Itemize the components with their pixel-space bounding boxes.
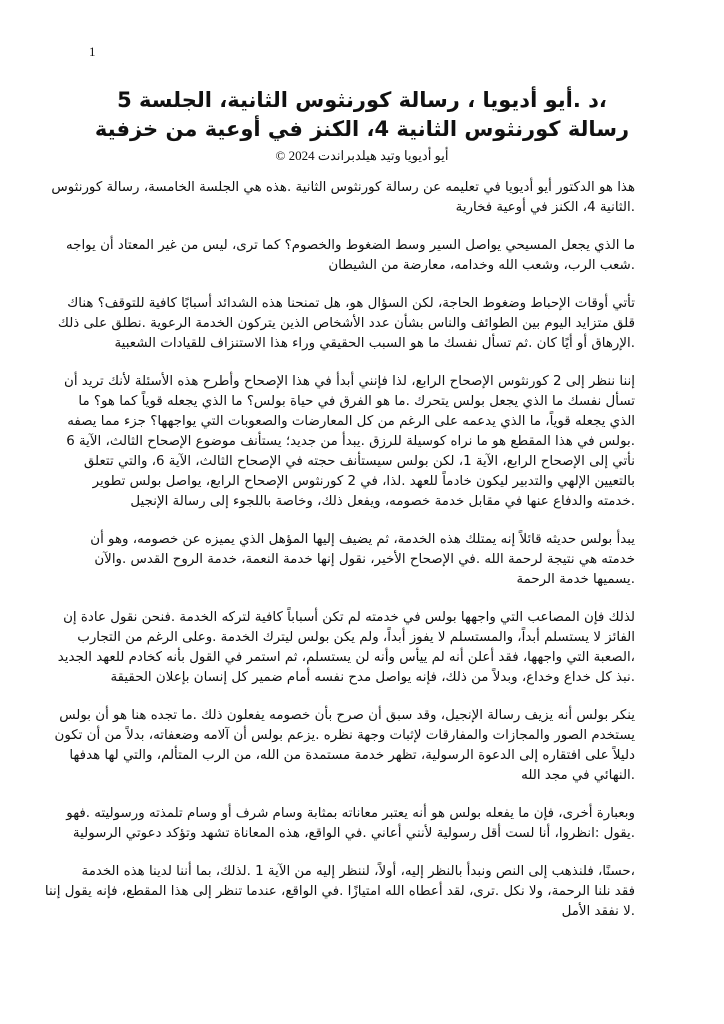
paragraph xyxy=(66,804,635,844)
paragraph-line: خدمته هي نتيجة لرحمة الله .في الإصحاح الأخير، نقول إنها خدمة النعمة، خدمة الروح القدس .والآن xyxy=(94,552,635,567)
paragraph-line: .النهائي في مجد الله xyxy=(521,768,635,783)
paragraph-line: دليلاً على افتقاره إلى الدعوة الرسولية، تظهر خدمة مستمدة من الله، من الرب المتألم، والتي لها هدفها xyxy=(69,748,635,763)
paragraph-line: الذي يجعله قوياً، ما الذي يدعمه على الرغم من كل المعارضات والصعوبات التي يواجهها؟ جزء مما يصفه xyxy=(67,414,635,429)
title-line-2: رسالة كورنثوس الثانية 4، الكنز في أوعية من خزفية xyxy=(94,117,630,141)
paragraph-line: ،حسنًا، فلنذهب إلى النص ونبدأ بالنظر إليه، أولاً، لننظر إليه من الآية 1 .لذلك، بما أننا لدينا هذه الخدمة xyxy=(81,864,635,879)
paragraph-line: يستخدم الصور والمجازات والمفارقات لإثبات وجهة نظره .يزعم بولس أن آلامه وضعفاته، بدلاً من أن تكون xyxy=(54,728,635,743)
page-number: 1 xyxy=(89,44,96,59)
paragraph-line: نأتي إلى الإصحاح الرابع، الآية 1، لكن بولس سيستأنف حجته في الإصحاح الثالث، الآية 6، والتي تتعلق xyxy=(83,454,635,469)
paragraph xyxy=(54,706,635,786)
paragraph-line: قلق متزايد اليوم بين الطوائف والناس بشأن عدد الأشخاص الذين يتركون الخدمة الرعوية .نطلق على ذلك xyxy=(57,316,635,331)
paragraph-line: يبدأ بولس حديثه قائلاً إنه يمتلك هذه الخدمة، ثم يضيف إليها المؤهل الذي يميزه عن خصومه، وهو أن xyxy=(90,532,635,547)
document-body xyxy=(44,178,635,940)
document-title xyxy=(60,86,664,144)
paragraph-line: بالتعيين الإلهي والتدبير ليكون خادماً للعهد .لذا، في 2 كورنثوس الإصحاح الرابع، يواصل بولس تطوير xyxy=(92,474,635,489)
paragraph-line: تأتي أوقات الإحباط وضغوط الحاجة، لكن السؤال هو، هل تمنحنا هذه الشدائد أسبابًا كافية للتوقف؟ هناك xyxy=(67,296,635,311)
paragraph-line: ،الصعبة التي واجهها، فقد أعلن أنه لم ييأس وأنه لن يستسلم، ثم استمر في القول بأنه كخادم للعهد الجديد xyxy=(57,650,635,665)
copyright-line: أيو أديويا وتيد هيلدبراندت 2024 © xyxy=(275,148,449,163)
paragraph-line: .الإرهاق أو أيًا كان .ثم تسأل نفسك ما هو السبب الحقيقي وراء هذا الاستنزاف للقيادات الشعبية xyxy=(114,336,635,351)
paragraph-line: فقد نلنا الرحمة، ولا نكل .ترى، لقد أعطاه الله امتيازًا .في الواقع، عندما تنظر إلى هذا المقطع، فإنه يقول إننا xyxy=(44,884,635,899)
paragraph xyxy=(92,530,635,590)
paragraph-line: .يقول :انظروا، أنا لست أقل رسولية لأنني أعاني .في الواقع، هذه المعاناة تشهد وتؤكد دعوتي الرسولية xyxy=(72,826,635,841)
paragraph-line: .بولس في هذا المقطع هو ما نراه كوسيلة للرزق .يبدأ من جديد؛ يستأنف موضوع الإصحاح الثالث، الآية 6 xyxy=(66,434,635,449)
paragraph xyxy=(44,862,635,922)
paragraph-line: .نبذ كل خداع وخداع، وبدلاً من ذلك، فإنه يواصل مدح نفسه أمام ضمير كل إنسان بإعلان الحقيقة xyxy=(110,670,635,685)
paragraph-line: .يسميها خدمة الرحمة xyxy=(516,572,635,587)
paragraph-line: وبعبارة أخرى، فإن ما يفعله بولس هو أنه يعتبر معاناته بمثابة وسام شرف أو وسام تلمذته ورسوليته .فهو xyxy=(66,806,635,821)
paragraph-line: الفائز لا يستسلم أبداً، والمستسلم لا يفوز أبداً، ولم يكن بولس ليترك الخدمة .وعلى الرغم من التجارب xyxy=(77,630,635,645)
paragraph-line: .الثانية 4، الكنز في أوعية فخارية xyxy=(455,200,635,215)
paragraph xyxy=(57,608,635,688)
paragraph-line: .خدمته والدفاع عنها في مقابل خدمة خصومه، ويفعل ذلك، وخاصة باللجوء إلى رسالة الإنجيل xyxy=(130,494,635,509)
paragraph-line: ما الذي يجعل المسيحي يواصل السير وسط الضغوط والخصوم؟ كما ترى، ليس من غير المعتاد أن يواجه xyxy=(66,238,635,253)
title-line-1: ،د .أيو أديويا ، رسالة كورنثوس الثانية، الجلسة 5 xyxy=(117,88,607,112)
paragraph-line: .لا نفقد الأمل xyxy=(561,904,635,919)
paragraph xyxy=(57,294,635,354)
paragraph-line: إننا ننظر إلى 2 كورنثوس الإصحاح الرابع، لذا فإنني أبدأ في هذا الإصحاح وأطرح هذه الأسئلة لأنك تريد أن xyxy=(64,374,635,389)
paragraph-line: ينكر بولس أنه يزيف رسالة الإنجيل، وقد سبق أن صرح بأن خصومه يفعلون ذلك .ما تجده هنا هو أن بولس xyxy=(59,708,635,723)
paragraph xyxy=(66,236,635,276)
paragraph-line: هذا هو الدكتور أيو أديويا في تعليمه عن رسالة كورنثوس الثانية .هذه هي الجلسة الخامسة، رسالة كورنثوس xyxy=(51,180,635,195)
paragraph xyxy=(51,178,635,218)
paragraph xyxy=(64,372,635,512)
paragraph-line: .شعب الرب، وشعب الله وخدامه، معارضة من الشيطان xyxy=(328,258,635,273)
paragraph-line: لذلك فإن المصاعب التي واجهها بولس في خدمته لم تكن أسباباً كافية لتركه الخدمة .فنحن نقول عادة إن xyxy=(63,610,635,625)
paragraph-line: تسأل نفسك ما الذي يجعل بولس يتحرك .ما هو الفرق في حياة بولس؟ ما الذي يجعله قوياً كما هو؟ ما xyxy=(78,394,635,409)
